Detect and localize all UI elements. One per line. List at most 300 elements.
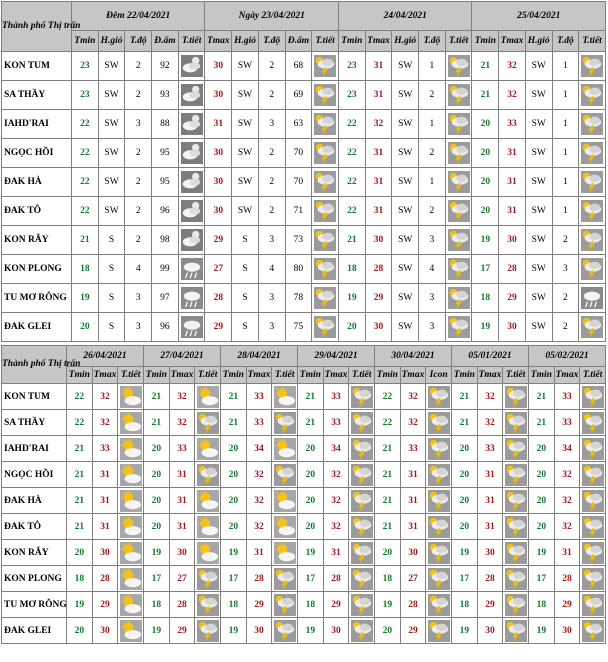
value-cell: SW	[98, 81, 125, 110]
table-row	[2, 52, 606, 81]
t2-day-header: 30/04/2021	[375, 346, 452, 367]
value-cell: 70	[285, 168, 312, 197]
value-cell: 19	[338, 284, 365, 313]
value-cell: 2	[125, 81, 152, 110]
value-cell: 32	[246, 488, 272, 514]
value-cell: 21	[452, 410, 478, 436]
t1-column-header: T.tiết	[579, 31, 606, 52]
t1-column-header: T.độ	[552, 31, 579, 52]
thunderstorm-icon	[445, 110, 472, 139]
value-cell: 28	[92, 566, 118, 592]
forecast-table-1	[1, 1, 606, 342]
thunderstorm-icon	[349, 462, 375, 488]
value-cell: 30	[400, 540, 426, 566]
value-cell: 29	[499, 284, 526, 313]
city-name: KON PLONG	[2, 255, 72, 284]
value-cell: 23	[338, 52, 365, 81]
thunderstorm-icon	[349, 384, 375, 410]
t1-column-header: H.gió	[525, 31, 552, 52]
value-cell: 1	[552, 139, 579, 168]
value-cell: 33	[499, 110, 526, 139]
value-cell: 2	[419, 197, 446, 226]
thunderstorm-icon	[580, 488, 606, 514]
value-cell: S	[98, 284, 125, 313]
value-cell: 20	[472, 197, 499, 226]
value-cell: 30	[205, 81, 232, 110]
value-cell: 20	[375, 540, 401, 566]
table-row	[2, 139, 606, 168]
value-cell: SW	[525, 110, 552, 139]
value-cell: 18	[472, 284, 499, 313]
value-cell: 1	[419, 52, 446, 81]
thunderstorm-icon	[445, 284, 472, 313]
value-cell: 95	[152, 168, 179, 197]
t1-day-header: Ngày 23/04/2021	[205, 2, 338, 31]
value-cell: 19	[221, 618, 247, 644]
value-cell: 21	[67, 514, 93, 540]
thunderstorm-icon	[579, 226, 606, 255]
value-cell: 20	[67, 540, 93, 566]
value-cell: SW	[232, 139, 259, 168]
value-cell: 32	[499, 52, 526, 81]
value-cell: SW	[525, 139, 552, 168]
value-cell: 2	[258, 81, 285, 110]
value-cell: 32	[169, 384, 195, 410]
value-cell: 28	[400, 592, 426, 618]
night-cloudy-icon	[178, 139, 205, 168]
sun-cloud-icon	[118, 514, 144, 540]
thunderstorm-icon	[312, 313, 339, 342]
value-cell: 31	[365, 139, 392, 168]
thunderstorm-icon	[312, 255, 339, 284]
value-cell: 31	[365, 197, 392, 226]
value-cell: 29	[554, 592, 580, 618]
value-cell: 2	[419, 81, 446, 110]
value-cell: 30	[554, 618, 580, 644]
value-cell: 21	[298, 384, 324, 410]
t2-column-header: Tmax	[323, 367, 349, 384]
thunderstorm-icon	[349, 514, 375, 540]
t1-column-header: Đ.ẩm	[285, 31, 312, 52]
value-cell: 32	[323, 514, 349, 540]
value-cell: 20	[221, 488, 247, 514]
thunderstorm-icon	[426, 462, 452, 488]
value-cell: 20	[144, 436, 170, 462]
value-cell: 33	[323, 384, 349, 410]
night-rain-icon	[178, 255, 205, 284]
t1-column-header: H.gió	[98, 31, 125, 52]
value-cell: 3	[258, 226, 285, 255]
t2-column-header: Tmin	[67, 367, 93, 384]
value-cell: 29	[365, 284, 392, 313]
value-cell: 97	[152, 284, 179, 313]
value-cell: 32	[323, 488, 349, 514]
value-cell: SW	[392, 226, 419, 255]
value-cell: 30	[92, 540, 118, 566]
city-name: ĐAK HÀ	[2, 168, 72, 197]
value-cell: 20	[472, 110, 499, 139]
value-cell: 30	[205, 168, 232, 197]
thunderstorm-icon	[445, 197, 472, 226]
value-cell: 19	[144, 540, 170, 566]
value-cell: 27	[169, 566, 195, 592]
thunderstorm-icon	[195, 592, 221, 618]
value-cell: 32	[554, 514, 580, 540]
value-cell: 31	[499, 139, 526, 168]
sun-cloud-icon	[118, 540, 144, 566]
table-row	[2, 226, 606, 255]
night-cloudy-icon	[178, 226, 205, 255]
night-cloudy-icon	[178, 168, 205, 197]
t2-column-header: T.tiết	[580, 367, 606, 384]
value-cell: S	[98, 226, 125, 255]
value-cell: 21	[144, 410, 170, 436]
city-name: TU MƠ RÔNG	[2, 592, 67, 618]
thunderstorm-icon	[349, 410, 375, 436]
value-cell: 2	[125, 197, 152, 226]
forecast-table-2	[1, 345, 606, 644]
value-cell: 19	[452, 618, 478, 644]
value-cell: 3	[258, 313, 285, 342]
thunderstorm-icon	[426, 436, 452, 462]
value-cell: S	[98, 313, 125, 342]
t2-column-header: Tmax	[554, 367, 580, 384]
city-name: KON RẪY	[2, 226, 72, 255]
value-cell: 21	[375, 436, 401, 462]
value-cell: 30	[477, 540, 503, 566]
t2-column-header: T.tiết	[503, 367, 529, 384]
value-cell: 3	[419, 313, 446, 342]
thunderstorm-icon	[349, 618, 375, 644]
value-cell: 20	[529, 462, 555, 488]
value-cell: 21	[67, 488, 93, 514]
value-cell: 17	[472, 255, 499, 284]
value-cell: 21	[375, 488, 401, 514]
value-cell: SW	[98, 197, 125, 226]
city-name: ĐAK TÔ	[2, 197, 72, 226]
value-cell: 2	[552, 313, 579, 342]
value-cell: 34	[554, 436, 580, 462]
thunderstorm-icon	[426, 566, 452, 592]
value-cell: 2	[552, 284, 579, 313]
value-cell: 21	[221, 384, 247, 410]
value-cell: 98	[152, 226, 179, 255]
thunderstorm-icon	[503, 540, 529, 566]
value-cell: 20	[472, 168, 499, 197]
value-cell: 3	[258, 110, 285, 139]
value-cell: 20	[221, 514, 247, 540]
t1-column-header: Tmin	[472, 31, 499, 52]
value-cell: 17	[298, 566, 324, 592]
value-cell: 28	[323, 566, 349, 592]
value-cell: 20	[144, 488, 170, 514]
value-cell: 23	[338, 81, 365, 110]
value-cell: 17	[221, 566, 247, 592]
value-cell: 31	[400, 488, 426, 514]
value-cell: 22	[72, 168, 99, 197]
thunderstorm-icon	[580, 514, 606, 540]
thunderstorm-icon	[426, 514, 452, 540]
thunderstorm-icon	[580, 410, 606, 436]
value-cell: 78	[285, 284, 312, 313]
value-cell: SW	[392, 284, 419, 313]
value-cell: 4	[419, 255, 446, 284]
value-cell: 31	[365, 168, 392, 197]
thunderstorm-icon	[349, 566, 375, 592]
value-cell: 33	[246, 384, 272, 410]
value-cell: 17	[529, 566, 555, 592]
thunderstorm-icon	[503, 436, 529, 462]
sun-cloud-icon	[195, 514, 221, 540]
t1-day-header: Đêm 22/04/2021	[72, 2, 205, 31]
t2-day-header: 05/02/2021	[529, 346, 606, 367]
value-cell: 21	[529, 384, 555, 410]
value-cell: 28	[246, 566, 272, 592]
value-cell: 18	[144, 592, 170, 618]
value-cell: 88	[152, 110, 179, 139]
value-cell: 22	[72, 139, 99, 168]
value-cell: 30	[323, 618, 349, 644]
value-cell: 33	[246, 410, 272, 436]
value-cell: 31	[400, 514, 426, 540]
thunderstorm-icon	[503, 514, 529, 540]
night-rain-icon	[178, 313, 205, 342]
value-cell: 21	[67, 462, 93, 488]
table-row	[2, 410, 606, 436]
value-cell: 28	[365, 255, 392, 284]
value-cell: SW	[525, 313, 552, 342]
thunderstorm-icon	[445, 313, 472, 342]
table-row	[2, 110, 606, 139]
value-cell: 31	[499, 168, 526, 197]
value-cell: 29	[92, 592, 118, 618]
thunderstorm-icon	[312, 226, 339, 255]
city-name: ĐAK GLEI	[2, 313, 72, 342]
value-cell: 3	[258, 284, 285, 313]
value-cell: 32	[365, 110, 392, 139]
value-cell: 29	[400, 618, 426, 644]
value-cell: 1	[552, 168, 579, 197]
value-cell: 32	[92, 384, 118, 410]
thunderstorm-icon	[272, 592, 298, 618]
thunderstorm-icon	[426, 488, 452, 514]
value-cell: 20	[452, 514, 478, 540]
value-cell: SW	[525, 52, 552, 81]
value-cell: 19	[298, 540, 324, 566]
value-cell: 23	[72, 52, 99, 81]
t1-column-header: T.độ	[125, 31, 152, 52]
t1-column-header: Tmax	[365, 31, 392, 52]
t2-column-header: Icon	[426, 367, 452, 384]
value-cell: 31	[169, 462, 195, 488]
night-rain-icon	[178, 284, 205, 313]
value-cell: 33	[400, 436, 426, 462]
t1-column-header: Tmax	[499, 31, 526, 52]
value-cell: SW	[525, 168, 552, 197]
value-cell: 17	[452, 566, 478, 592]
value-cell: 28	[169, 592, 195, 618]
value-cell: 21	[375, 462, 401, 488]
value-cell: 22	[72, 197, 99, 226]
value-cell: 32	[477, 384, 503, 410]
value-cell: SW	[392, 81, 419, 110]
thunderstorm-icon	[272, 410, 298, 436]
value-cell: 22	[338, 139, 365, 168]
sun-cloud-icon	[195, 436, 221, 462]
value-cell: 1	[419, 168, 446, 197]
value-cell: 30	[365, 313, 392, 342]
table-row	[2, 313, 606, 342]
value-cell: 96	[152, 313, 179, 342]
value-cell: 19	[67, 592, 93, 618]
thunderstorm-icon	[580, 592, 606, 618]
city-name: KON TUM	[2, 52, 72, 81]
value-cell: SW	[392, 313, 419, 342]
value-cell: 4	[125, 255, 152, 284]
value-cell: 32	[246, 462, 272, 488]
t2-day-header: 26/04/2021	[67, 346, 144, 367]
value-cell: 19	[472, 313, 499, 342]
t2-column-header: T.tiết	[195, 367, 221, 384]
night-cloudy-icon	[178, 110, 205, 139]
value-cell: 18	[221, 592, 247, 618]
table-row	[2, 197, 606, 226]
value-cell: 20	[298, 436, 324, 462]
thunderstorm-icon	[503, 618, 529, 644]
thunderstorm-icon	[349, 592, 375, 618]
value-cell: 21	[472, 81, 499, 110]
t2-column-header: T.tiết	[349, 367, 375, 384]
t2-day-header: 29/04/2021	[298, 346, 375, 367]
thunderstorm-icon	[579, 313, 606, 342]
table-row	[2, 81, 606, 110]
value-cell: 20	[221, 436, 247, 462]
thunderstorm-icon	[580, 462, 606, 488]
sun-cloud-icon	[118, 410, 144, 436]
value-cell: SW	[392, 168, 419, 197]
value-cell: 73	[285, 226, 312, 255]
table-row	[2, 488, 606, 514]
thunderstorm-icon	[445, 168, 472, 197]
thunderstorm-icon	[195, 410, 221, 436]
value-cell: 2	[258, 168, 285, 197]
value-cell: 32	[400, 384, 426, 410]
thunderstorm-icon	[445, 81, 472, 110]
t1-column-header: Tmin	[338, 31, 365, 52]
value-cell: 28	[205, 284, 232, 313]
thunderstorm-icon	[579, 255, 606, 284]
t1-column-header: Đ.ẩm	[152, 31, 179, 52]
value-cell: 33	[554, 410, 580, 436]
thunderstorm-icon	[195, 462, 221, 488]
table-row	[2, 284, 606, 313]
value-cell: 2	[125, 139, 152, 168]
value-cell: 22	[72, 110, 99, 139]
city-name: KON PLONG	[2, 566, 67, 592]
value-cell: 31	[169, 514, 195, 540]
sun-cloud-icon	[272, 384, 298, 410]
value-cell: 2	[258, 139, 285, 168]
value-cell: 2	[419, 139, 446, 168]
value-cell: 22	[67, 384, 93, 410]
t2-column-header: Tmax	[400, 367, 426, 384]
value-cell: 32	[92, 410, 118, 436]
value-cell: 2	[125, 226, 152, 255]
value-cell: 19	[452, 540, 478, 566]
city-column-header: Thành phố Thị trấn	[2, 2, 72, 52]
value-cell: 33	[92, 436, 118, 462]
night-cloudy-icon	[178, 197, 205, 226]
t2-column-header: Tmin	[452, 367, 478, 384]
thunderstorm-icon	[426, 410, 452, 436]
value-cell: 99	[152, 255, 179, 284]
value-cell: SW	[232, 52, 259, 81]
value-cell: 80	[285, 255, 312, 284]
sun-cloud-icon	[195, 488, 221, 514]
value-cell: 31	[205, 110, 232, 139]
sun-cloud-icon	[272, 540, 298, 566]
value-cell: 20	[529, 514, 555, 540]
t2-column-header: Tmin	[298, 367, 324, 384]
value-cell: 30	[477, 618, 503, 644]
t2-column-header: Tmin	[529, 367, 555, 384]
value-cell: 21	[67, 436, 93, 462]
value-cell: SW	[232, 168, 259, 197]
table-row	[2, 540, 606, 566]
value-cell: 29	[205, 226, 232, 255]
thunderstorm-icon	[312, 168, 339, 197]
thunderstorm-icon	[503, 592, 529, 618]
value-cell: 20	[72, 313, 99, 342]
table-row	[2, 384, 606, 410]
thunderstorm-icon	[426, 384, 452, 410]
t1-column-header: H.gió	[232, 31, 259, 52]
t2-column-header: Tmax	[169, 367, 195, 384]
value-cell: SW	[392, 110, 419, 139]
city-name: ĐAK HÀ	[2, 488, 67, 514]
thunderstorm-icon	[445, 255, 472, 284]
value-cell: S	[232, 226, 259, 255]
value-cell: 29	[246, 592, 272, 618]
value-cell: 19	[472, 226, 499, 255]
value-cell: 34	[246, 436, 272, 462]
value-cell: 1	[552, 81, 579, 110]
t2-column-header: Tmax	[477, 367, 503, 384]
value-cell: 31	[477, 462, 503, 488]
value-cell: 31	[169, 488, 195, 514]
city-name: SA THẦY	[2, 81, 72, 110]
t1-day-header: 25/04/2021	[472, 2, 606, 31]
value-cell: S	[232, 255, 259, 284]
table-row	[2, 168, 606, 197]
value-cell: SW	[98, 52, 125, 81]
t2-column-header: Tmin	[221, 367, 247, 384]
thunderstorm-icon	[580, 436, 606, 462]
value-cell: 21	[144, 384, 170, 410]
thunderstorm-icon	[579, 168, 606, 197]
sun-cloud-icon	[118, 592, 144, 618]
value-cell: S	[98, 255, 125, 284]
value-cell: 32	[499, 81, 526, 110]
t2-column-header: Tmin	[375, 367, 401, 384]
value-cell: 34	[323, 436, 349, 462]
value-cell: 32	[554, 462, 580, 488]
value-cell: 28	[554, 566, 580, 592]
value-cell: 19	[221, 540, 247, 566]
value-cell: 30	[246, 618, 272, 644]
t2-column-header: T.tiết	[272, 367, 298, 384]
value-cell: 22	[375, 410, 401, 436]
